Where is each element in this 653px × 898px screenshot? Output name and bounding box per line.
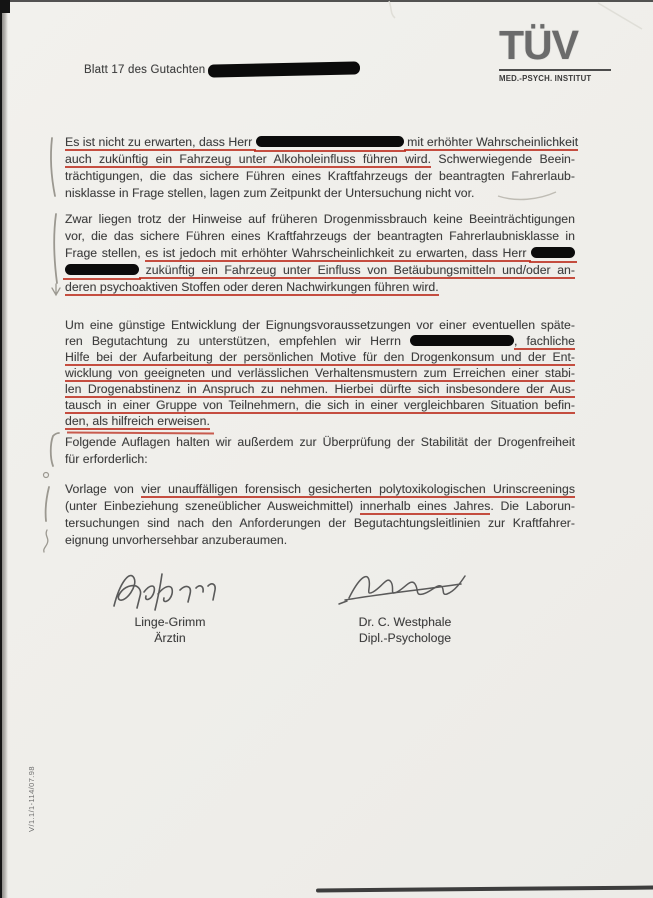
text-segment: Hilfe bei der Aufarbeitung der persönlichen Motive für den Drogenkonsum und der Ent- [65, 350, 575, 364]
text-line [65, 397, 575, 413]
signatory-name: Linge-Grimm [134, 615, 206, 629]
text-segment: trächtigungen, die das sichere Führen eines Kraftfahrzeugs der beantragten Fahrerlaub- [65, 169, 575, 183]
redaction-bar [531, 247, 575, 258]
text-segment: Schwerwiegende Beein- [431, 152, 575, 166]
text-line [65, 451, 575, 468]
filing-code: V/1.1/1-114/07.98 [27, 766, 36, 832]
text-line [65, 381, 575, 397]
text-segment: (unter Einbeziehung szeneüblicher Ausweichmittel) [65, 499, 360, 513]
sheet-label: Blatt 17 des Gutachten [84, 64, 206, 76]
text-line [65, 279, 575, 296]
text-line [65, 532, 575, 549]
paper-crease [389, 1, 395, 18]
pencil-mark-paragraph-4 [51, 433, 59, 466]
signature-block-right [335, 566, 475, 646]
text-segment: tersuchungen sind nach den Anforderungen der Begutachtungsleitlinien zur Kraftfahrer- [65, 516, 575, 530]
text-segment: mit erhöhter Wahrscheinlichkeit [403, 135, 579, 149]
redaction-bar [208, 61, 360, 77]
text-segment: len Drogenabstinenz in Anspruch zu nehmen. Hierbei dürfte sich insbesondere der Aus- [65, 382, 575, 396]
text-segment: Es ist nicht zu erwarten, dass Herr [65, 135, 256, 149]
text-segment: Vorlage von [65, 482, 142, 496]
text-segment: vor, die das sichere Führen eines Kraftfahrzeugs der beantragten Fahrerlaubnisklasse in [65, 229, 575, 243]
text-line [65, 349, 575, 365]
paragraph-5 [65, 481, 575, 549]
scan-edge-top [0, 0, 653, 2]
tuv-logo [499, 22, 611, 83]
text-segment: für erforderlich: [65, 452, 148, 466]
logo-divider [499, 69, 611, 71]
text-segment: Um eine günstige Entwicklung der Eignungsvoraussetzungen vor einer eventuellen späte- [65, 318, 575, 332]
text-segment: wicklung von geeigneten und verlässlichen Verhaltensmustern zum Erreichen einer stabi- [65, 366, 575, 380]
pencil-arrow-icon [52, 284, 60, 295]
pencil-squiggle-mark [44, 530, 48, 552]
scan-edge-left [0, 0, 8, 898]
document-header [84, 60, 360, 78]
text-line [65, 365, 575, 381]
signatory-name: Dr. C. Westphale [358, 615, 452, 629]
text-line [65, 168, 575, 185]
text-line [65, 151, 575, 168]
text-line [65, 434, 575, 451]
text-line [65, 245, 575, 262]
redaction-bar [256, 136, 404, 147]
pencil-mark-paragraph-1 [51, 138, 55, 196]
logo-subtitle: MED.-PSYCH. INSTITUT [499, 74, 592, 83]
text-segment: zukünftig ein Fahrzeug unter Einfluss von Betäubungsmitteln und/oder an- [139, 263, 575, 277]
text-segment: auch zukünftig ein Fahrzeug unter Alkoholeinfluss führen wird. [65, 152, 432, 166]
text-segment: nisklasse in Frage stellen, lagen zum Zeitpunkt der Untersuchung nicht vor. [65, 186, 475, 200]
paragraph-2 [65, 211, 575, 296]
signatory-title: Ärztin [154, 631, 186, 645]
text-segment: tausch in einer Gruppe von Teilnehmern, die sich in einer vergleichbaren Situation befin- [65, 398, 575, 412]
text-segment: Folgende Auflagen halten wir außerdem zur Überprüfung der Stabilität der Drogenfreiheit [65, 435, 575, 449]
text-line [65, 481, 575, 498]
text-line [65, 228, 575, 245]
scan-corner-top-left [0, 0, 10, 13]
pencil-mark-paragraph-2 [54, 214, 57, 283]
text-segment: , fachliche [514, 334, 576, 348]
text-line [65, 185, 575, 202]
pencil-circle-mark [44, 473, 49, 478]
text-line [65, 134, 579, 151]
pencil-mark-paragraph-5 [46, 487, 49, 521]
text-line [65, 498, 575, 515]
text-line [65, 515, 575, 532]
handwritten-signature-icon [100, 566, 240, 614]
text-line [65, 333, 575, 349]
paragraph-3 [65, 317, 575, 429]
scan-edge-bottom [316, 886, 653, 893]
paragraph-1 [65, 134, 579, 202]
paragraph-4 [65, 434, 575, 468]
text-segment: Frage stellen, [65, 246, 146, 260]
text-line [65, 262, 575, 279]
redaction-bar [410, 335, 514, 346]
signature-block-left [100, 566, 240, 646]
text-segment: deren psychoaktiven Stoffen oder deren Nachwirkungen führen wird. [65, 280, 439, 294]
text-segment: eignung unvorhersehbar anzuberaumen. [65, 533, 288, 547]
text-segment: innerhalb eines Jahres [359, 499, 491, 513]
redaction-bar [65, 264, 139, 275]
text-line [65, 413, 575, 429]
text-segment: Zwar liegen trotz der Hinweise auf früheren Drogenmissbrauch keine Beeinträchtigungen [65, 212, 575, 226]
tuv-logo-text: TÜV [499, 22, 578, 68]
text-segment: den, als hilfreich erweisen. [65, 414, 210, 428]
text-line [65, 317, 575, 333]
text-segment: ren Begutachtung zu unterstützen, empfehlen wir Herrn [65, 334, 410, 348]
text-segment: . Die Laborun- [490, 499, 575, 513]
text-segment: vier unauffälligen forensisch gesicherten polytoxikologischen Urinscreenings [141, 482, 575, 496]
handwritten-signature-icon [335, 566, 475, 614]
text-line [65, 211, 575, 228]
text-segment: es ist jedoch mit erhöhter Wahrscheinlichkeit zu erwarten, dass Herr [145, 246, 531, 260]
signatory-title: Dipl.-Psychologe [358, 631, 452, 645]
